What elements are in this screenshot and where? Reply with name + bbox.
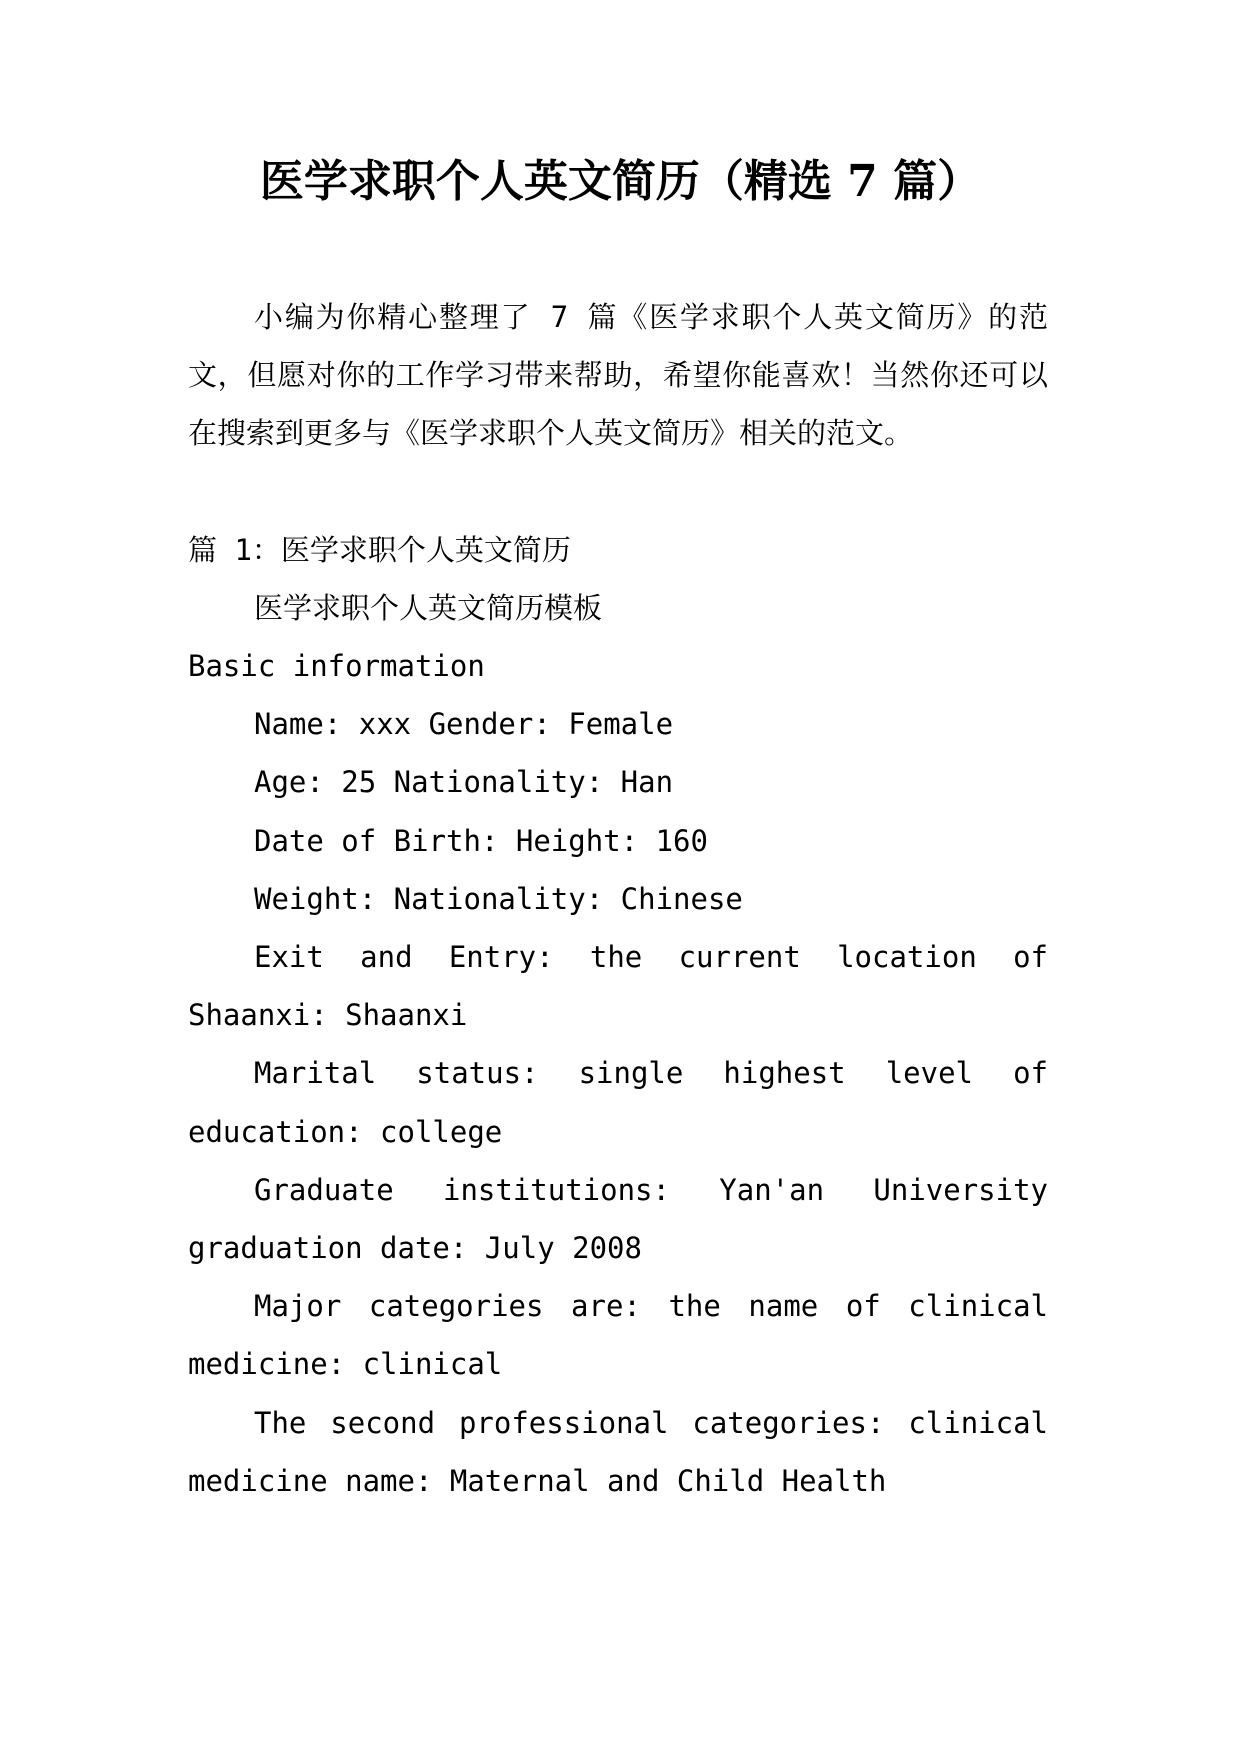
info-line-major-category: Major categories are: the name of clinical medicine: clinical (188, 1289, 1048, 1382)
info-line-birth-height: Date of Birth: Height: 160 (254, 823, 708, 858)
document-body (188, 288, 1048, 1510)
info-line-name-gender: Name: xxx Gender: Female (254, 707, 674, 742)
info-line-weight-nationality: Weight: Nationality: Chinese (254, 881, 743, 916)
info-line-exit-entry: Exit and Entry: the current location of Shaanxi: Shaanxi (188, 940, 1048, 1033)
info-line-second-category: The second professional categories: clinical medicine name: Maternal and Child Health (188, 1405, 1048, 1498)
info-line-institution-graduation: Graduate institutions: Yan'an University graduation date: July 2008 (188, 1172, 1048, 1266)
info-line-marital-education: Marital status: single highest level of education: college (188, 1056, 1048, 1149)
intro-paragraph: 小编为你精心整理了 7 篇《医学求职个人英文简历》的范文，但愿对你的工作学习带来帮助，希望你能喜欢！当然你还可以在搜索到更多与《医学求职个人英文简历》相关的范文。 (188, 300, 1048, 451)
document-title: 医学求职个人英文简历（精选 7 篇） (259, 156, 982, 207)
basic-info-heading: Basic information (188, 649, 485, 684)
section-heading: 篇 1：医学求职个人英文简历 (188, 532, 571, 567)
section-subtitle: 医学求职个人英文简历模板 (254, 590, 603, 625)
info-line-age-nationality: Age: 25 Nationality: Han (254, 765, 674, 800)
